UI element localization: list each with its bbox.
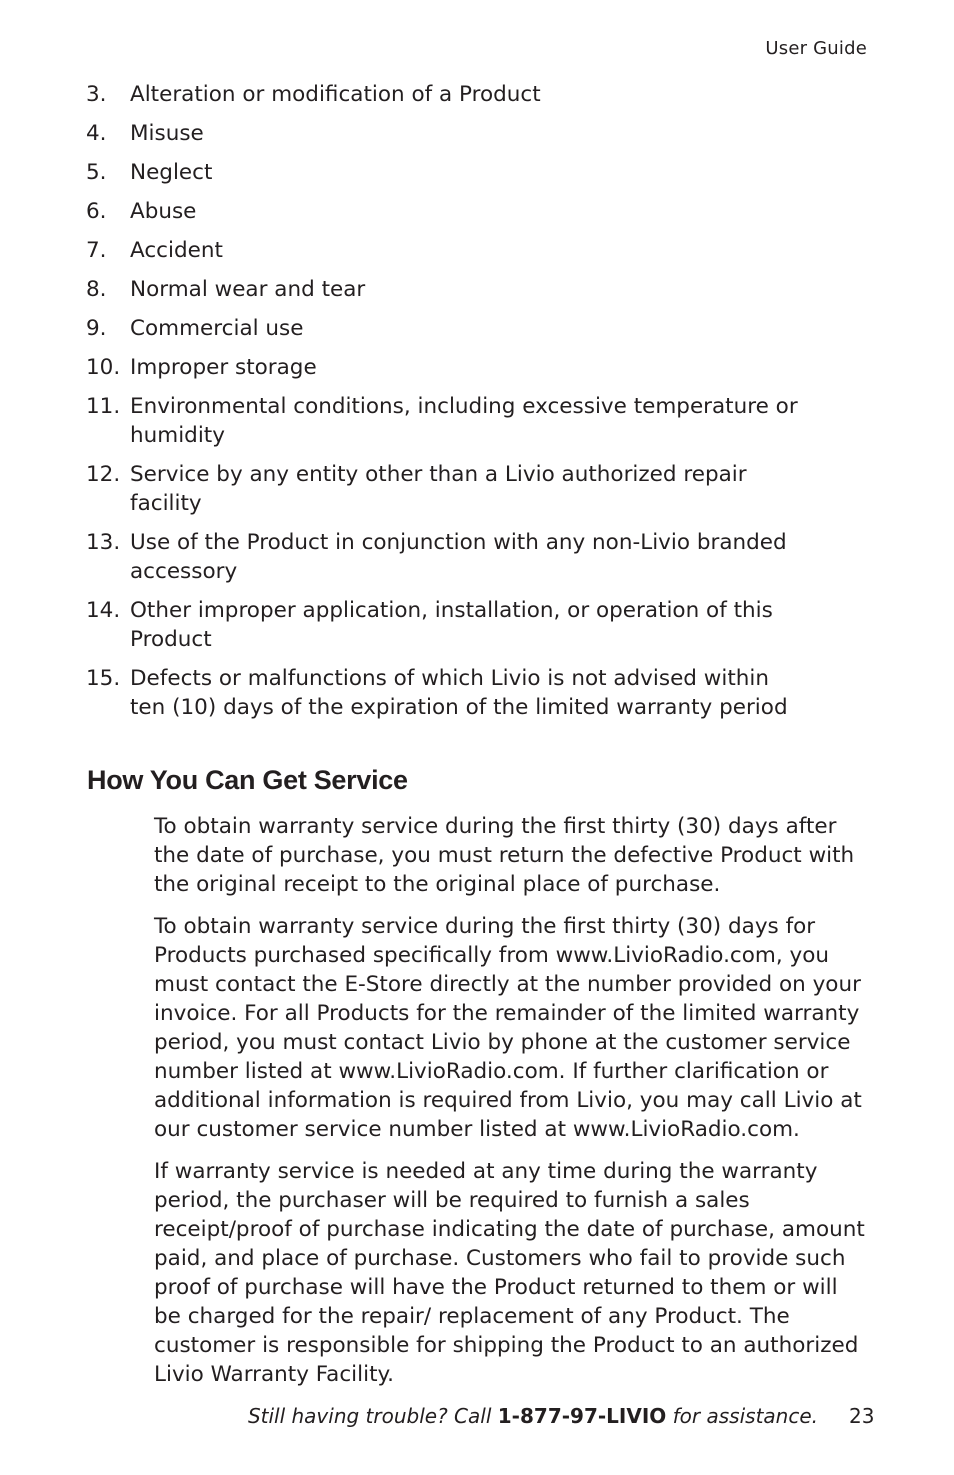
list-item: [86, 314, 806, 343]
list-item-number: 11.: [86, 394, 121, 419]
list-item-text: Use of the Product in conjunction with any non-Livio branded accessory: [130, 530, 787, 584]
list-item: [86, 664, 806, 722]
list-item: [86, 119, 806, 148]
warranty-exclusions-list: [86, 80, 806, 732]
list-item: [86, 596, 806, 654]
paragraph: To obtain warranty service during the first thirty (30) days after the date of purchase, you must return the defective Product with the original receipt to the original place of purchase.: [154, 814, 855, 897]
section-heading: How You Can Get Service: [87, 765, 408, 795]
list-item: [86, 275, 806, 304]
list-item: [86, 528, 806, 586]
list-item-text: Misuse: [130, 121, 204, 146]
list-item-number: 7.: [86, 238, 107, 263]
support-phone-number: 1-877-97-LIVIO: [497, 1404, 667, 1428]
list-item-number: 10.: [86, 355, 121, 380]
list-item-number: 9.: [86, 316, 107, 341]
list-item-text: Environmental conditions, including excessive temperature or humidity: [130, 394, 798, 448]
list-item-number: 13.: [86, 530, 121, 555]
footer-assistance-note: [248, 1404, 818, 1428]
list-item-number: 15.: [86, 666, 121, 691]
list-item-number: 4.: [86, 121, 107, 146]
footer-suffix: for assistance.: [666, 1404, 818, 1428]
list-item-text: Neglect: [130, 160, 213, 185]
list-item-text: Normal wear and tear: [130, 277, 366, 302]
list-item: [86, 460, 806, 518]
page-number: 23: [849, 1404, 875, 1428]
section-body: [154, 812, 868, 1402]
footer-prefix: Still having trouble? Call: [247, 1404, 498, 1428]
list-item-number: 8.: [86, 277, 107, 302]
running-header: User Guide: [765, 38, 867, 59]
list-item-text: Commercial use: [130, 316, 304, 341]
list-item: [86, 158, 806, 187]
paragraph: To obtain warranty service during the first thirty (30) days for Products purchased specifically from www.LivioRadio.com, you must contact the E-Store directly at the number provided on your invoice. For all Products for the remainder of the limited warranty period, you must contact Livio by phone at the customer service number listed at www.LivioRadio.com. If further clarification or additional information is required from Livio, you may call Livio at our customer service number listed at www.LivioRadio.com.: [154, 914, 862, 1142]
list-item-number: 14.: [86, 598, 121, 623]
list-item-text: Defects or malfunctions of which Livio is not advised within ten (10) days of the expiration of the limited warranty period: [130, 666, 788, 720]
list-item: [86, 197, 806, 226]
list-item-number: 6.: [86, 199, 107, 224]
list-item: [86, 392, 806, 450]
list-item: [86, 353, 806, 382]
list-item-text: Abuse: [130, 199, 197, 224]
list-item: [86, 236, 806, 265]
list-item-text: Service by any entity other than a Livio authorized repair facility: [130, 462, 747, 516]
list-item-number: 5.: [86, 160, 107, 185]
paragraph: If warranty service is needed at any time during the warranty period, the purchaser will be required to furnish a sales receipt/proof of purchase indicating the date of purchase, amount paid, and place of purchase. Customers who fail to provide such proof of purchase will have the Product returned to them or will be charged for the repair/ replacement of any Product. The customer is responsible for shipping the Product to an authorized Livio Warranty Facility.: [154, 1159, 865, 1387]
list-item-number: 3.: [86, 82, 107, 107]
list-item-text: Alteration or modification of a Product: [130, 82, 541, 107]
list-item: [86, 80, 806, 109]
list-item-text: Improper storage: [130, 355, 317, 380]
list-item-number: 12.: [86, 462, 121, 487]
list-item-text: Accident: [130, 238, 223, 263]
list-item-text: Other improper application, installation, or operation of this Product: [130, 598, 773, 652]
